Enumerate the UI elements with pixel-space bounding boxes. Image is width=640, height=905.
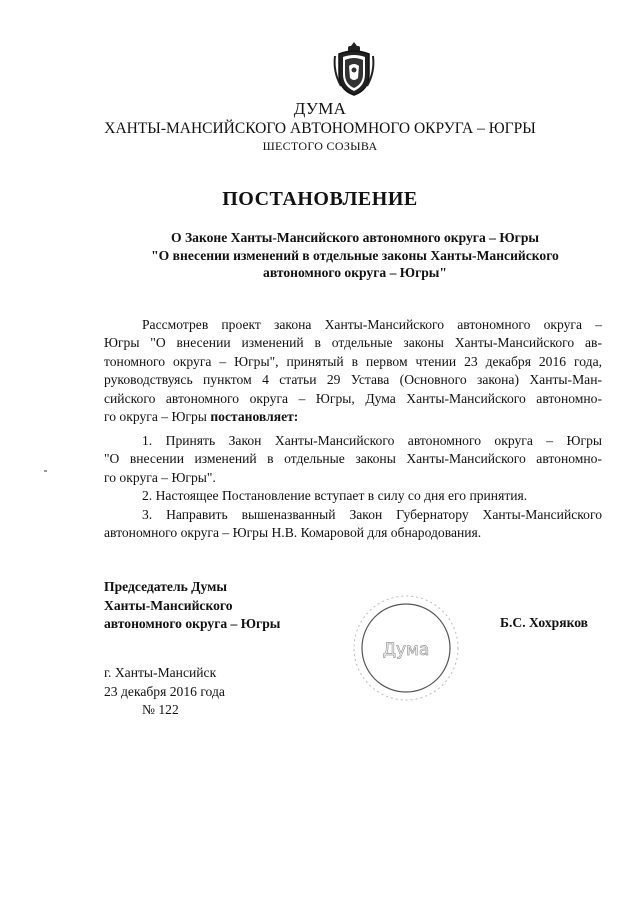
duma-heading: ДУМА: [293, 99, 347, 118]
signature-line: Председатель Думы: [104, 579, 228, 594]
signature-block: [104, 578, 280, 634]
signature-line: Ханты-Мансийского: [104, 597, 233, 613]
stamp-text: Дума: [382, 640, 430, 660]
preamble-line: сийского автономного округа – Югры, Дума Ханты-Мансийского автономно-: [104, 390, 602, 406]
preamble-last-line: [104, 408, 602, 426]
resolves-word: постановляет:: [210, 408, 299, 424]
preamble-paragraph: [104, 316, 602, 426]
convocation-heading: ШЕСТОГО СОЗЫВА: [262, 139, 378, 153]
item-2-line: 2. Настоящее Постановление вступает в силу со дня его принятия.: [142, 488, 528, 504]
okrug-heading: ХАНТЫ-МАНСИЙСКОГО АВТОНОМНОГО ОКРУГА – ЮГРЫ: [104, 120, 536, 137]
item-1-line: 1. Принять Закон Ханты-Мансийского автономного округа – Югры: [142, 433, 602, 448]
document-number: № 122: [142, 702, 179, 717]
signature-line: автономного округа – Югры: [104, 616, 281, 631]
preamble-line: Рассмотрев проект закона Ханты-Мансийского автономного округа –: [142, 317, 602, 332]
document-title: ПОСТАНОВЛЕНИЕ: [222, 188, 418, 210]
item-3-line: 3. Направить вышеназванный Закон Губернатору Ханты-Мансийского: [142, 506, 602, 522]
place-date-block: [104, 664, 225, 720]
signatory-name: Б.С. Хохряков: [500, 615, 589, 630]
date: 23 декабря 2016 года: [104, 683, 225, 699]
preamble-line: го округа – Югры: [104, 408, 211, 424]
coat-of-arms-icon: [331, 38, 377, 98]
subject-line-3: автономного округа – Югры": [263, 265, 447, 280]
subject-line-1: О Законе Ханты-Мансийского автономного округа – Югры: [171, 230, 539, 245]
item-1-line: го округа – Югры".: [104, 469, 216, 485]
preamble-line: тономного округа – Югры", принятый в первом чтении 23 декабря 2016 года,: [104, 353, 602, 369]
scan-dot: [44, 470, 47, 472]
item-3-line: автономного округа – Югры Н.В. Комаровой для обнародования.: [104, 524, 482, 540]
preamble-line: руководствуясь пунктом 4 статьи 29 Устава (Основного закона) Ханты-Ман-: [104, 372, 602, 388]
stamp-seal-icon: [346, 588, 466, 708]
resolution-items: [104, 432, 602, 542]
document-subject: [120, 229, 590, 282]
subject-line-2: "О внесении изменений в отдельные законы Ханты-Мансийского: [151, 247, 559, 263]
item-1-line: "О внесении изменений в отдельные законы Ханты-Мансийского автономно-: [104, 451, 602, 467]
city: г. Ханты-Мансийск: [104, 665, 217, 680]
preamble-line: Югры "О внесении изменений в отдельные законы Ханты-Мансийского ав-: [104, 335, 602, 351]
